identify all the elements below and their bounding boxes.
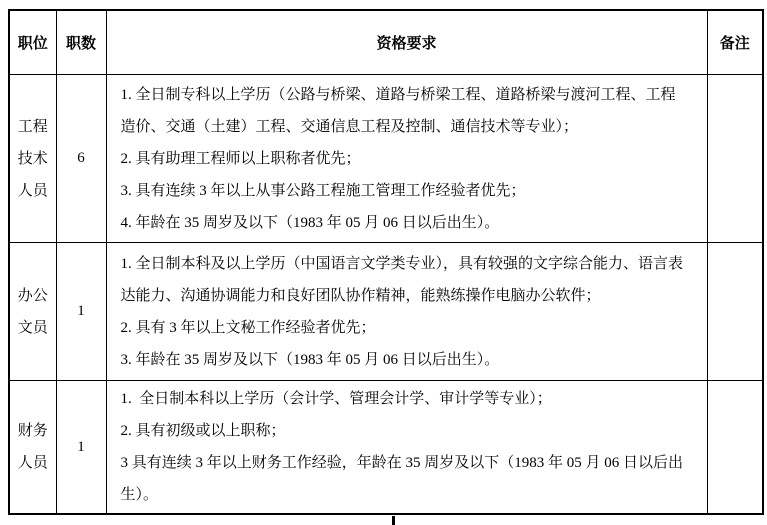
position-cell: 财务人员 bbox=[9, 381, 56, 515]
note-cell bbox=[707, 243, 763, 381]
note-cell bbox=[707, 381, 763, 515]
header-row bbox=[9, 10, 763, 75]
requirements-cell bbox=[106, 381, 707, 515]
requirements-cell bbox=[106, 243, 707, 381]
col-header-requirements: 资格要求 bbox=[106, 10, 707, 75]
requirement-item: 2. 具有助理工程师以上职称者优先； bbox=[120, 150, 361, 167]
requirement-item: 3 具有连续 3 年以上财务工作经验，年龄在 35 周岁及以下（1983 年 05 月 06 日以后出生）。 bbox=[120, 455, 684, 503]
count-cell: 6 bbox=[56, 75, 106, 243]
count-cell: 1 bbox=[56, 381, 106, 515]
requirement-item: 1. 全日制本科以上学历（会计学、管理会计学、审计学等专业）； bbox=[120, 391, 552, 407]
requirement-item: 2. 具有 3 年以上文秘工作经验者优先； bbox=[120, 319, 376, 336]
requirements-cell bbox=[106, 75, 707, 243]
requirement-item: 1. 全日制专科以上学历（公路与桥梁、道路与桥梁工程、道路桥梁与渡河工程、工程造价、交通（土建）工程、交通信息工程及控制、通信技术等专业）； bbox=[120, 86, 676, 135]
note-cell bbox=[707, 75, 763, 243]
table-row-finance bbox=[9, 381, 763, 515]
requirement-item: 4. 年龄在 35 周岁及以下（1983 年 05 月 06 日以后出生）。 bbox=[120, 214, 500, 231]
requirement-item: 3. 具有连续 3 年以上从事公路工程施工管理工作经验者优先； bbox=[120, 182, 526, 199]
requirement-item: 2. 具有初级或以上职称； bbox=[120, 423, 286, 439]
col-header-position: 职位 bbox=[9, 10, 56, 75]
position-cell: 工程技术人员 bbox=[9, 75, 56, 243]
table-row-office-clerk bbox=[9, 243, 763, 381]
requirement-item: 3. 年龄在 35 周岁及以下（1983 年 05 月 06 日以后出生）。 bbox=[120, 351, 500, 368]
recruitment-table bbox=[8, 9, 764, 515]
position-cell: 办公文员 bbox=[9, 243, 56, 381]
requirement-item: 1. 全日制本科及以上学历（中国语言文学类专业），具有较强的文字综合能力、语言表达能力、沟通协调能力和良好团队协作精神，能熟练操作电脑办公软件； bbox=[120, 255, 684, 304]
col-header-note: 备注 bbox=[707, 10, 763, 75]
stray-tick-mark bbox=[392, 516, 395, 525]
table-row-engineering bbox=[9, 75, 763, 243]
col-header-count: 职数 bbox=[56, 10, 106, 75]
count-cell: 1 bbox=[56, 243, 106, 381]
